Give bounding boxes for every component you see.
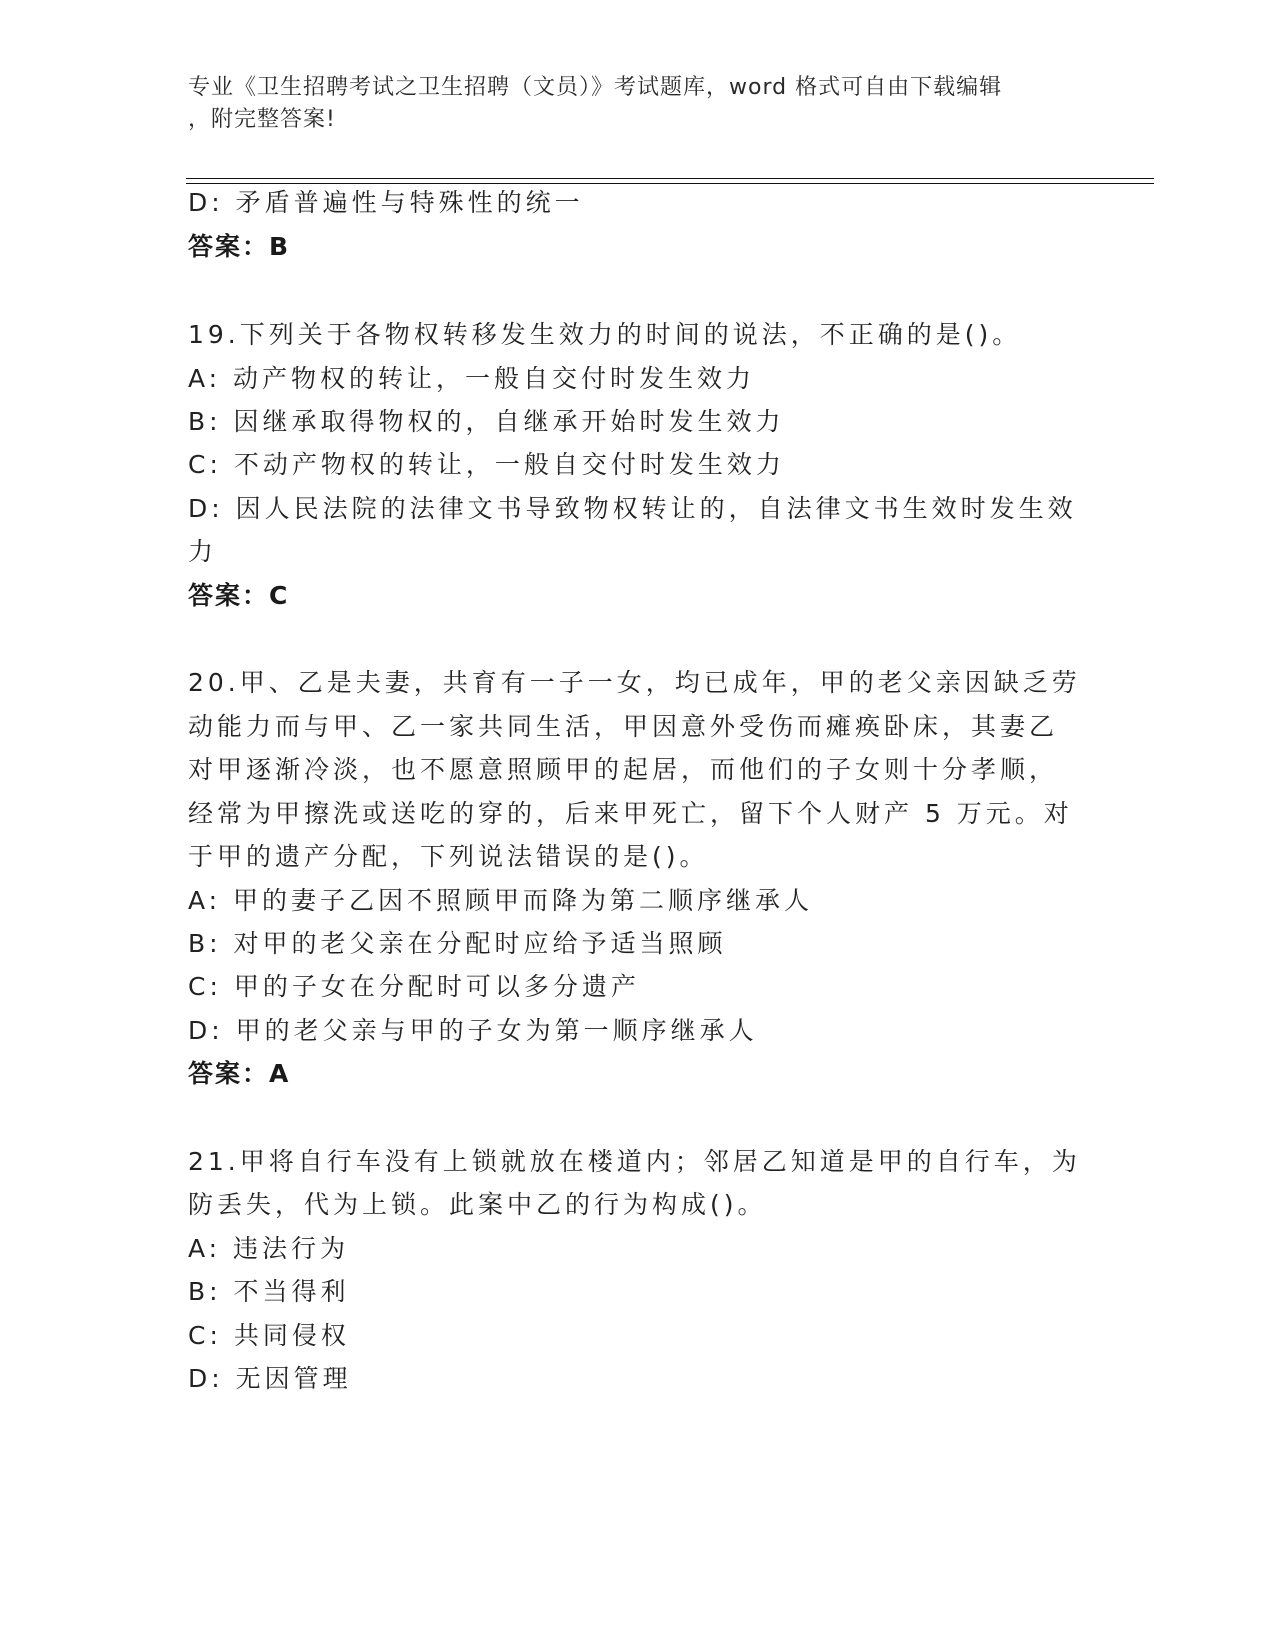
q21-option-a: A: 违法行为 [188, 1234, 350, 1263]
q19-option-d-line-2: 力 [188, 537, 218, 566]
q21-stem-line-2: 防丢失，代为上锁。此案中乙的行为构成()。 [188, 1190, 767, 1219]
document-header [188, 72, 1088, 136]
q20-option-b: B: 对甲的老父亲在分配时应给予适当照顾 [188, 929, 727, 958]
q19-option-b: B: 因继承取得物权的，自继承开始时发生效力 [188, 407, 785, 436]
q19-option-d-line-1: D: 因人民法院的法律文书导致物权转让的，自法律文书生效时发生效 [188, 494, 1077, 523]
header-divider-bottom [186, 183, 1154, 184]
header-line-2: ，附完整答案! [188, 107, 336, 132]
q20-stem-line-2: 动能力而与甲、乙一家共同生活，甲因意外受伤而瘫痪卧床，其妻乙 [188, 712, 1059, 741]
q19-option-c: C: 不动产物权的转让，一般自交付时发生效力 [188, 450, 785, 479]
prev-question-answer: 答案：B [188, 232, 291, 261]
q21-stem-line-1: 21.甲将自行车没有上锁就放在楼道内；邻居乙知道是甲的自行车，为 [188, 1147, 1081, 1176]
q19-option-a: A: 动产物权的转让，一般自交付时发生效力 [188, 364, 756, 393]
q21-option-c: C: 共同侵权 [188, 1321, 350, 1350]
q20-answer: 答案：A [188, 1059, 291, 1088]
q20-option-a: A: 甲的妻子乙因不照顾甲而降为第二顺序继承人 [188, 886, 814, 915]
prev-question-option-d: D: 矛盾普遍性与特殊性的统一 [188, 188, 584, 217]
q20-option-c: C: 甲的子女在分配时可以多分遗产 [188, 972, 640, 1001]
header-divider-top [186, 178, 1154, 179]
header-line-1: 专业《卫生招聘考试之卫生招聘（文员）》考试题库，word 格式可自由下载编辑 [188, 75, 1003, 100]
q20-stem-line-3: 对甲逐渐冷淡，也不愿意照顾甲的起居，而他们的子女则十分孝顺， [188, 755, 1059, 784]
q19-answer: 答案：C [188, 581, 290, 610]
q20-stem-line-5: 于甲的遗产分配，下列说法错误的是()。 [188, 842, 709, 871]
q21-option-b: B: 不当得利 [188, 1277, 350, 1306]
q20-stem-line-1: 20.甲、乙是夫妻，共育有一子一女，均已成年，甲的老父亲因缺乏劳 [188, 668, 1081, 697]
q21-option-d: D: 无因管理 [188, 1364, 352, 1393]
q20-stem-line-4: 经常为甲擦洗或送吃的穿的，后来甲死亡，留下个人财产 5 万元。对 [188, 799, 1073, 828]
q20-option-d: D: 甲的老父亲与甲的子女为第一顺序继承人 [188, 1016, 758, 1045]
q19-stem: 19.下列关于各物权转移发生效力的时间的说法，不正确的是()。 [188, 320, 1022, 349]
